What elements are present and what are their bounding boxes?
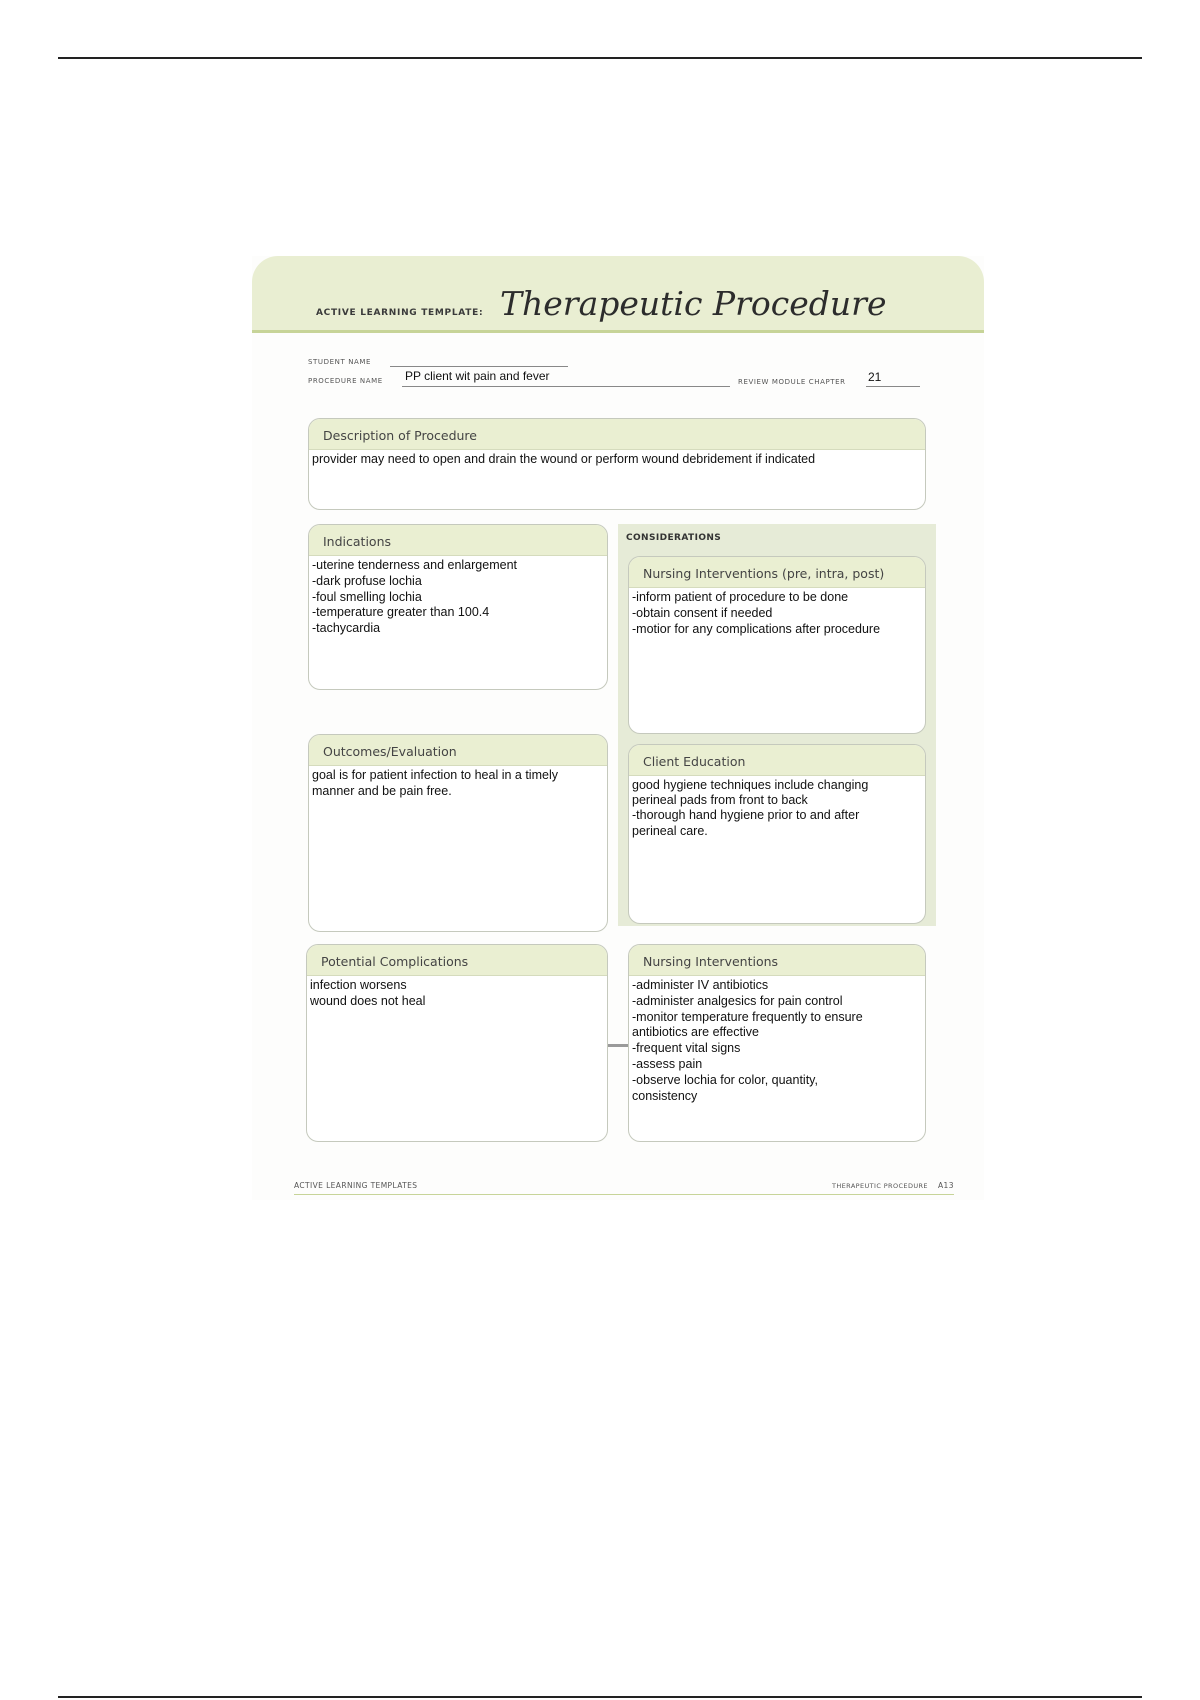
connector-line [606, 1044, 628, 1047]
outcomes-line: manner and be pain free. [312, 783, 452, 798]
client-education-header [629, 745, 925, 776]
indications-line: -foul smelling lochia [312, 589, 422, 604]
indications-box [308, 524, 608, 690]
complications-title: Potential Complications [321, 954, 469, 969]
footer-left: ACTIVE LEARNING TEMPLATES [294, 1181, 418, 1190]
description-title: Description of Procedure [323, 428, 477, 443]
procedure-name-label: PROCEDURE NAME [308, 377, 383, 385]
nursing-interventions-pre-line: -motior for any complications after procedure [632, 621, 881, 636]
indications-line: -uterine tenderness and enlargement [312, 558, 517, 572]
nursing-interventions-text [632, 978, 921, 1104]
review-module-label: REVIEW MODULE CHAPTER [738, 378, 846, 386]
procedure-name-value[interactable]: PP client wit pain and fever [405, 369, 550, 383]
indications-line: -tachycardia [312, 621, 381, 636]
bottom-page-rule [58, 1696, 1142, 1698]
indications-header [309, 525, 607, 556]
nursing-interventions-line: -frequent vital signs [632, 1041, 741, 1056]
nursing-interventions-line: -monitor temperature frequently to ensure [632, 1009, 863, 1024]
nursing-interventions-pre-line: -inform patient of procedure to be done [632, 590, 849, 604]
outcomes-box [308, 734, 608, 932]
nursing-interventions-line: -administer analgesics for pain control [632, 993, 843, 1008]
student-name-line [390, 366, 568, 367]
client-education-text [632, 778, 921, 839]
procedure-name-line [402, 386, 730, 387]
client-education-box [628, 744, 926, 924]
top-page-rule [58, 57, 1142, 59]
indications-line: -temperature greater than 100.4 [312, 605, 490, 620]
nursing-interventions-pre-text [632, 590, 921, 637]
client-education-line: perineal pads from front to back [632, 793, 808, 808]
description-box [308, 418, 926, 510]
outcomes-line: goal is for patient infection to heal in a timely [312, 768, 558, 782]
nursing-interventions-line: -assess pain [632, 1056, 703, 1071]
header-band [252, 256, 984, 333]
review-module-value[interactable]: 21 [868, 370, 882, 384]
nursing-interventions-line: -administer IV antibiotics [632, 978, 769, 992]
client-education-line: -thorough hand hygiene prior to and after [632, 808, 860, 823]
description-line: provider may need to open and drain the wound or perform wound debridement if indicated [312, 452, 816, 466]
indications-title: Indications [323, 534, 392, 549]
client-education-title: Client Education [643, 754, 746, 769]
complications-line: wound does not heal [310, 993, 426, 1008]
indications-line: -dark profuse lochia [312, 573, 422, 588]
nursing-interventions-pre-line: -obtain consent if needed [632, 605, 773, 620]
student-name-label: STUDENT NAME [308, 358, 372, 366]
nursing-interventions-pre-box [628, 556, 926, 734]
nursing-interventions-line: consistency [632, 1088, 698, 1103]
nursing-interventions-line: -observe lochia for color, quantity, [632, 1072, 818, 1087]
complications-line: infection worsens [310, 978, 407, 992]
description-text [312, 452, 921, 468]
nursing-interventions-line: antibiotics are effective [632, 1025, 759, 1040]
complications-text [310, 978, 603, 1010]
description-header [309, 419, 925, 450]
client-education-line: good hygiene techniques include changing [632, 778, 869, 792]
review-module-line [866, 386, 920, 387]
footer-line [294, 1194, 954, 1195]
nursing-interventions-pre-header [629, 557, 925, 588]
client-education-line: perineal care. [632, 823, 708, 838]
outcomes-text [312, 768, 603, 800]
therapeutic-procedure-form [252, 256, 984, 1200]
complications-box [306, 944, 608, 1142]
nursing-interventions-title: Nursing Interventions [643, 954, 779, 969]
considerations-label: CONSIDERATIONS [626, 533, 722, 543]
nursing-interventions-box [628, 944, 926, 1142]
page-title: Therapeutic Procedure [500, 284, 887, 323]
footer-right: THERAPEUTIC PROCEDURE [832, 1182, 928, 1190]
header-prefix: ACTIVE LEARNING TEMPLATE: [316, 308, 484, 318]
indications-text [312, 558, 603, 637]
footer-page-ref: A13 [938, 1181, 954, 1190]
outcomes-title: Outcomes/Evaluation [323, 744, 457, 759]
nursing-interventions-header [629, 945, 925, 976]
complications-header [307, 945, 607, 976]
nursing-interventions-pre-title: Nursing Interventions (pre, intra, post) [643, 566, 885, 581]
outcomes-header [309, 735, 607, 766]
